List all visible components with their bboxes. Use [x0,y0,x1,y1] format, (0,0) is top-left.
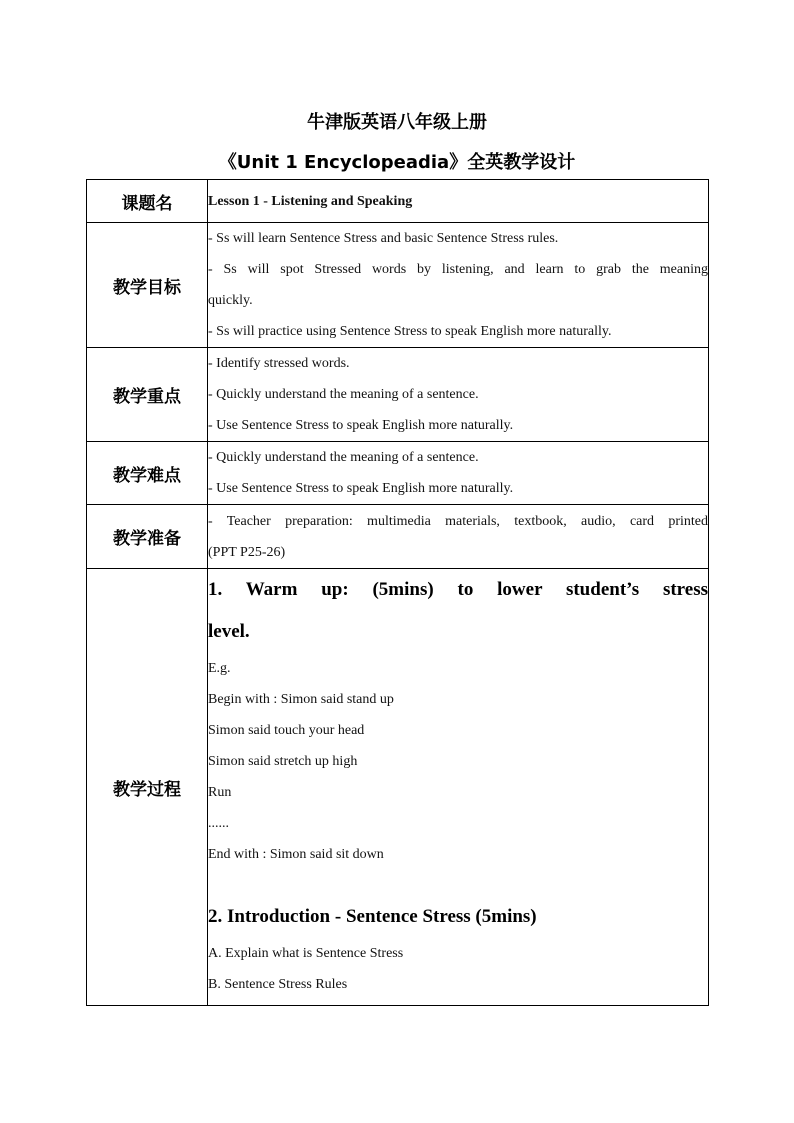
spacer [208,870,708,896]
process-line: End with : Simon said sit down [208,847,384,862]
section2-heading: 2. Introduction - Sentence Stress (5mins) [208,906,537,927]
process-line: E.g. [208,661,231,676]
process-line: Simon said touch your head [208,723,365,738]
lesson-plan-table [86,179,709,1006]
section1-heading-cont: level. [208,621,250,642]
document-title-line1: 牛津版英语八年级上册 [307,112,487,133]
row-topic [87,180,709,223]
process-line: ...... [208,816,229,831]
difficulty-line: - Quickly understand the meaning of a sentence. [208,450,479,465]
process-line: Simon said stretch up high [208,754,358,769]
process-label: 教学过程 [87,569,208,1006]
objectives-label: 教学目标 [87,223,208,348]
difficulties-label: 教学难点 [87,442,208,505]
topic-label: 课题名 [87,180,208,223]
objective-line: - Ss will learn Sentence Stress and basic Sentence Stress rules. [208,231,559,246]
preparation-line: (PPT P25-26) [208,544,286,560]
preparation-line: - Teacher preparation: multimedia materials, textbook, audio, card printed [208,513,708,529]
key-point-line: - Identify stressed words. [208,356,350,371]
preparation-label: 教学准备 [87,505,208,569]
row-key-points [87,348,709,442]
process-line: Run [208,785,232,800]
objective-line: - Ss will practice using Sentence Stress to speak English more naturally. [208,324,612,339]
process-line: B. Sentence Stress Rules [208,977,348,992]
key-point-line: - Use Sentence Stress to speak English more naturally. [208,418,514,433]
section1-heading: 1. Warm up: (5mins) to lower student’s stress [208,579,708,600]
row-difficulties [87,442,709,505]
objective-line: quickly. [208,293,253,308]
document-title-line2: 《Unit 1 Encyclopeadia》全英教学设计 [218,152,576,173]
row-objectives [87,223,709,348]
row-process [87,569,709,1006]
topic-value: Lesson 1 - Listening and Speaking [208,193,413,209]
key-point-line: - Quickly understand the meaning of a sentence. [208,387,479,402]
process-line: A. Explain what is Sentence Stress [208,946,404,961]
key-points-label: 教学重点 [87,348,208,442]
difficulty-line: - Use Sentence Stress to speak English more naturally. [208,481,514,496]
row-preparation [87,505,709,569]
process-line: Begin with : Simon said stand up [208,692,394,707]
objective-line: - Ss will spot Stressed words by listening, and learn to grab the meaning [208,262,708,277]
